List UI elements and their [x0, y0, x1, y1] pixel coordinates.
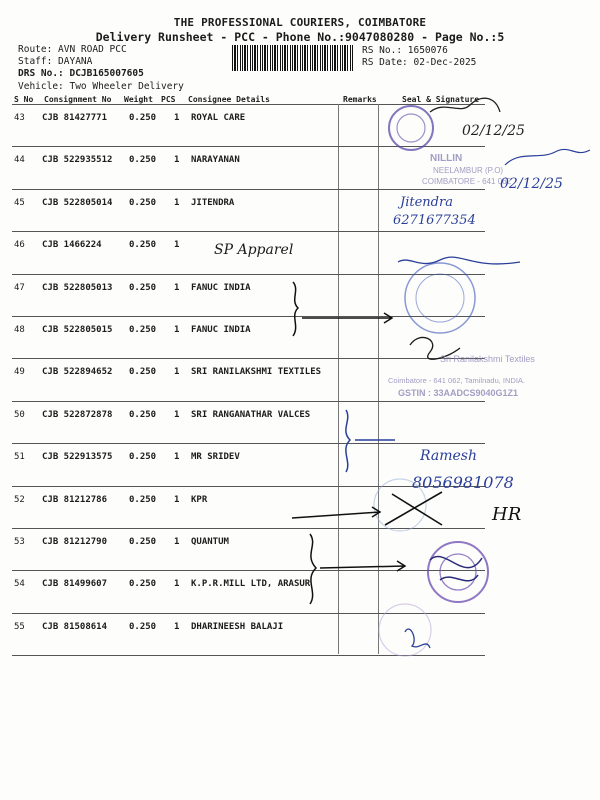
row-consignment-no: CJB 81212790 [42, 537, 108, 547]
row-sno: 46 [14, 240, 25, 251]
handwritten-name-45: Jitendra [400, 195, 453, 210]
table-row [0, 571, 600, 613]
row-consignee: SRI RANILAKSHMI TEXTILES [191, 367, 322, 378]
row-pcs: 1 [174, 113, 180, 123]
table-row [0, 275, 600, 317]
row-sno: 49 [14, 367, 25, 378]
row-consignment-no: CJB 81508614 [42, 621, 108, 632]
table-row [0, 444, 600, 486]
row-pcs: 1 [174, 579, 180, 590]
stamp-44-line3: COIMBATORE - 641 062 [422, 177, 512, 186]
handwritten-name-51: Ramesh [420, 448, 477, 464]
row-consignment-no: CJB 522935512 [42, 155, 113, 166]
handwritten-mark-52: HR [492, 504, 522, 525]
row-consignee: NARAYANAN [191, 155, 240, 166]
row-pcs: 1 [174, 325, 180, 335]
row-consignee: JITENDRA [191, 197, 235, 208]
row-consignment-no: CJB 522805014 [42, 197, 113, 208]
row-weight: 0.250 [129, 621, 157, 632]
table-row [0, 232, 600, 274]
stamp-49-line3: GSTIN : 33AADCS9040G1Z1 [398, 388, 519, 398]
row-consignment-no: CJB 81427771 [42, 113, 108, 123]
handwritten-phone-51: 8056981078 [412, 473, 514, 492]
runsheet-subtitle: Delivery Runsheet - PCC - Phone No.:9047080280 - Page No.:5 [95, 30, 505, 44]
company-title: THE PROFESSIONAL COURIERS, COIMBATORE [173, 16, 427, 29]
row-pcs: 1 [174, 452, 180, 463]
row-sno: 53 [14, 537, 25, 547]
table-row [0, 402, 600, 444]
row-weight: 0.250 [129, 579, 157, 590]
row-sno: 51 [14, 452, 25, 463]
rs-date: RS Date: 02-Dec-2025 [362, 57, 477, 68]
row-weight: 0.250 [129, 240, 157, 251]
row-consignment-no: CJB 81212786 [42, 494, 108, 505]
stamp-44-line2: NEELAMBUR (P.O) [433, 166, 504, 175]
row-consignee: K.P.R.MILL LTD, ARASUR [191, 579, 311, 590]
route-label: Route: AVN ROAD PCC [18, 44, 127, 55]
table-row [0, 190, 600, 232]
row-consignee: QUANTUM [191, 537, 229, 547]
row-divider [12, 655, 485, 656]
row-pcs: 1 [174, 621, 180, 632]
row-weight: 0.250 [129, 367, 157, 378]
row-consignment-no: CJB 1466224 [42, 240, 102, 251]
col-header-weight: Weight [124, 95, 153, 104]
row-pcs: 1 [174, 282, 180, 293]
row-consignment-no: CJB 81499607 [42, 579, 108, 590]
row-weight: 0.250 [129, 113, 157, 123]
row-pcs: 1 [174, 367, 180, 378]
row-consignment-no: CJB 522913575 [42, 452, 113, 463]
handwritten-date-43: 02/12/25 [462, 123, 525, 139]
row-weight: 0.250 [129, 409, 157, 420]
row-weight: 0.250 [129, 197, 157, 208]
row-sno: 43 [14, 113, 25, 123]
row-sno: 44 [14, 155, 25, 166]
row-sno: 48 [14, 325, 25, 335]
table-row [0, 614, 600, 656]
table-row [0, 147, 600, 189]
handwritten-phone-45: 6271677354 [393, 213, 476, 228]
table-row [0, 105, 600, 147]
rs-number: RS No.: 1650076 [362, 45, 448, 56]
row-consignee: KPR [191, 494, 208, 505]
stamp-49-line2: Coimbatore - 641 062, Tamilnadu, INDIA. [388, 376, 526, 385]
row-consignee: ROYAL CARE [191, 113, 246, 123]
row-weight: 0.250 [129, 325, 157, 335]
stamp-44-line1: NILLIN [430, 153, 463, 164]
row-consignee: DHARINEESH BALAJI [191, 621, 284, 632]
row-sno: 55 [14, 621, 25, 632]
table-row [0, 359, 600, 401]
stamp-49-line1: Sri Ranilakshmi Textiles [440, 354, 535, 364]
row-pcs: 1 [174, 409, 180, 420]
drs-number: DRS No.: DCJB165007605 [18, 68, 144, 79]
col-header-consignment: Consignment No [44, 95, 112, 104]
vehicle-label: Vehicle: Two Wheeler Delivery [18, 81, 184, 92]
barcode [232, 45, 354, 71]
row-consignee: SRI RANGANATHAR VALCES [191, 409, 311, 420]
row-sno: 52 [14, 494, 25, 505]
row-sno: 50 [14, 409, 25, 420]
row-weight: 0.250 [129, 452, 157, 463]
handwritten-date-44: 02/12/25 [500, 176, 563, 192]
row-consignee: MR SRIDEV [191, 452, 240, 463]
row-weight: 0.250 [129, 155, 157, 166]
table-row [0, 487, 600, 529]
table-row [0, 317, 600, 359]
row-pcs: 1 [174, 494, 180, 505]
staff-label: Staff: DAYANA [18, 56, 93, 67]
row-sno: 47 [14, 282, 25, 293]
row-pcs: 1 [174, 240, 180, 251]
row-consignee: FANUC INDIA [191, 282, 251, 293]
row-weight: 0.250 [129, 494, 157, 505]
row-weight: 0.250 [129, 537, 157, 547]
col-header-consignee: Consignee Details [188, 95, 270, 104]
row-pcs: 1 [174, 537, 180, 547]
row-pcs: 1 [174, 155, 180, 166]
col-header-sno: S No [14, 95, 34, 104]
row-consignment-no: CJB 522805013 [42, 282, 113, 293]
row-consignment-no: CJB 522872878 [42, 409, 113, 420]
row-consignment-no: CJB 522805015 [42, 325, 113, 335]
table-row [0, 529, 600, 571]
col-header-seal: Seal & Signature [402, 95, 480, 104]
row-consignment-no: CJB 522894652 [42, 367, 113, 378]
row-sno: 45 [14, 197, 25, 208]
row-weight: 0.250 [129, 282, 157, 293]
row-pcs: 1 [174, 197, 180, 208]
handwritten-consignee-46: SP Apparel [214, 242, 294, 258]
col-header-pcs: PCS [161, 95, 176, 104]
row-sno: 54 [14, 579, 25, 590]
row-consignee: FANUC INDIA [191, 325, 251, 335]
col-header-remarks: Remarks [343, 95, 377, 104]
